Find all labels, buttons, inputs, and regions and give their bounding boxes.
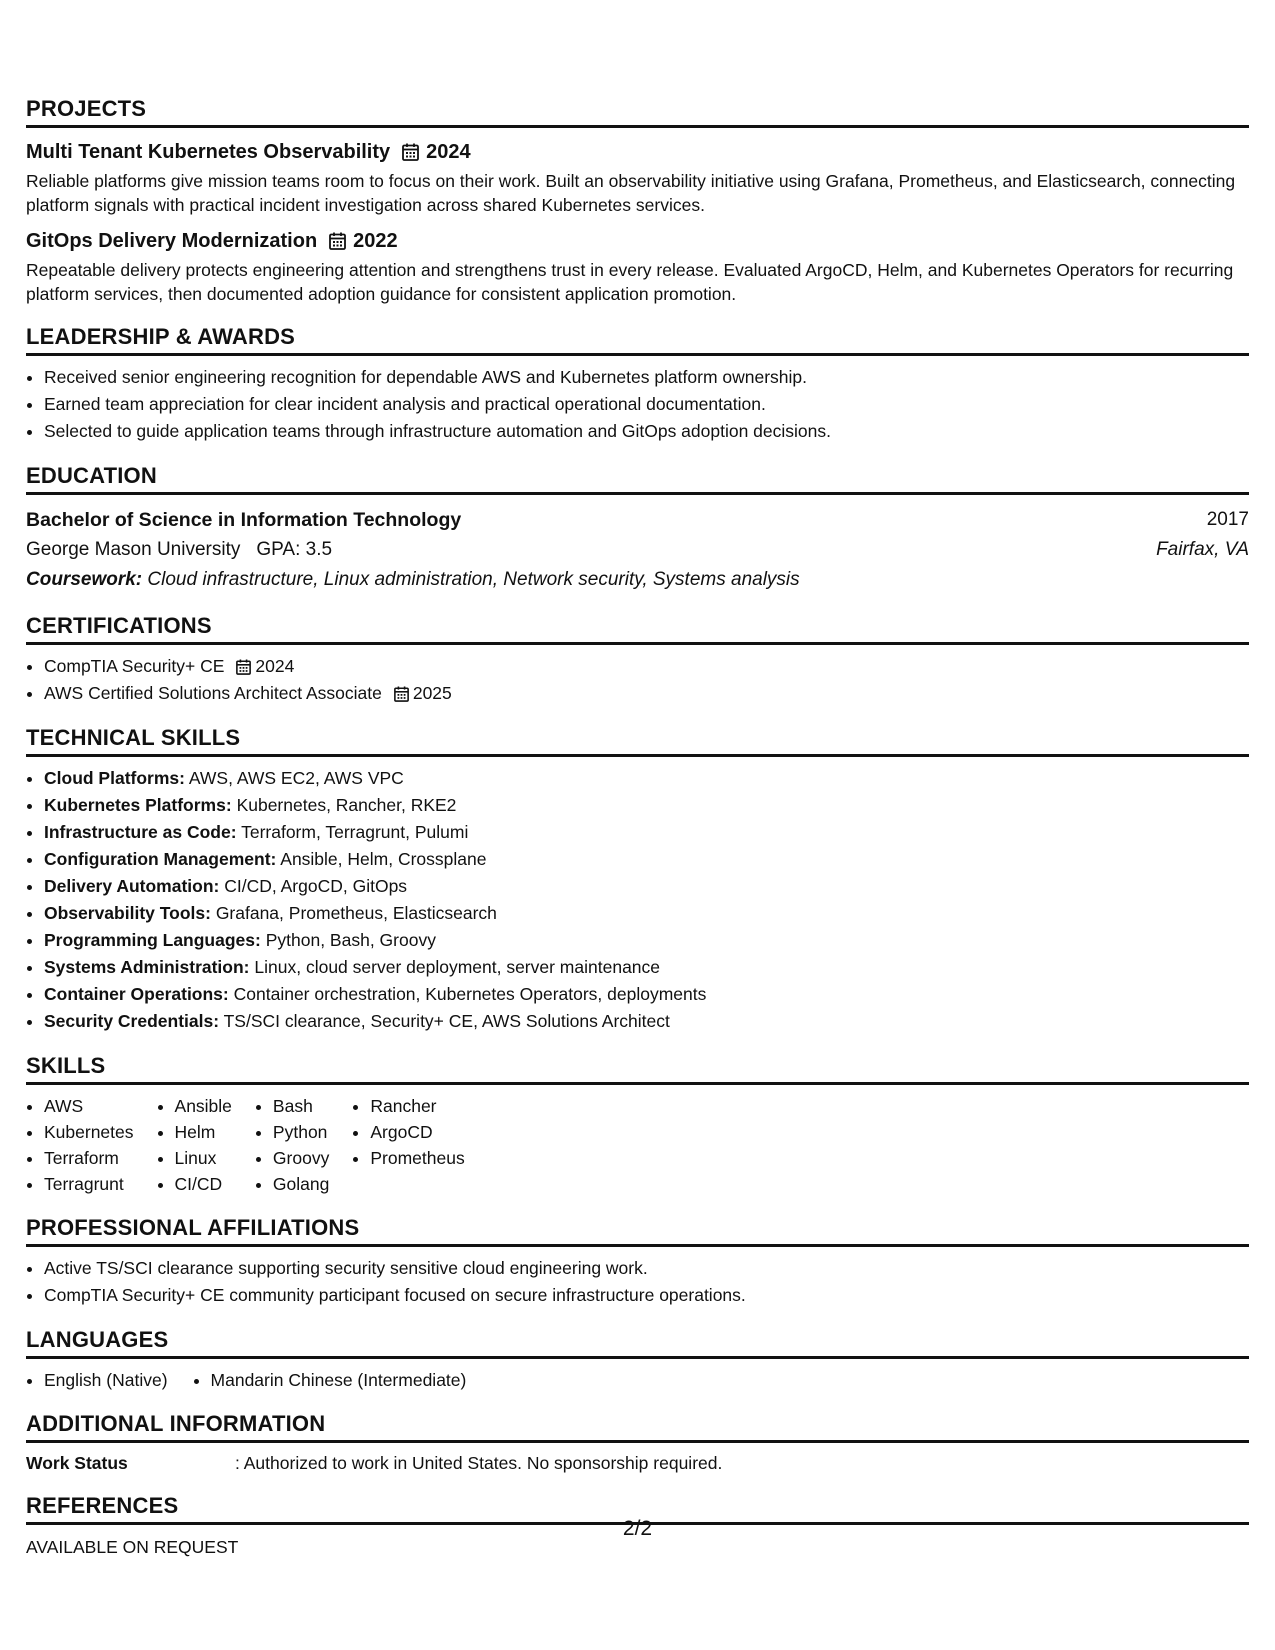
page-number: 2/2 (622, 1517, 653, 1540)
list-item (44, 981, 1249, 1008)
list-item (44, 873, 1249, 900)
skill-values: Grafana, Prometheus, Elasticsearch (215, 903, 497, 923)
work-status-label: Work Status (26, 1453, 128, 1473)
skill-item: • Ansible (175, 1093, 232, 1119)
technical-skills-section (26, 725, 1249, 1035)
graduation-year: 2017 (1206, 509, 1249, 530)
section-title-references: REFERENCES (26, 1493, 1249, 1525)
section-title-certifications: CERTIFICATIONS (26, 613, 1249, 645)
technical-skills-list (26, 765, 1249, 1035)
skills-column (26, 1093, 134, 1197)
section-title-leadership: LEADERSHIP & AWARDS (26, 324, 1249, 356)
skill-values: Linux, cloud server deployment, server maintenance (254, 957, 661, 977)
list-item: • Active TS/SCI clearance supporting security sensitive cloud engineering work. (44, 1255, 1249, 1282)
skill-category: Kubernetes Platforms: (44, 795, 232, 815)
languages-list (26, 1367, 1249, 1393)
project-item (26, 138, 1249, 217)
gpa: GPA: 3.5 (256, 539, 333, 560)
project-item (26, 227, 1249, 306)
skill-item: • Rancher (370, 1093, 464, 1119)
leadership-section (26, 324, 1249, 445)
skill-category: Container Operations: (44, 984, 229, 1004)
education-section (26, 463, 1249, 595)
list-item: • CompTIA Security+ CE community participant focused on secure infrastructure operations. (44, 1282, 1249, 1309)
list-item (44, 653, 1249, 680)
leadership-list (26, 364, 1249, 445)
skill-item: • Prometheus (370, 1145, 464, 1171)
skill-category: Infrastructure as Code: (44, 822, 237, 842)
skill-category: Programming Languages: (44, 930, 261, 950)
skill-item: • Groovy (273, 1145, 329, 1171)
coursework-label: Coursework: (26, 569, 143, 590)
projects-section (26, 96, 1249, 306)
calendar-icon (402, 143, 419, 161)
skills-column (352, 1093, 464, 1197)
section-title-projects: PROJECTS (26, 96, 1249, 128)
list-item: • Received senior engineering recognition for dependable AWS and Kubernetes platform ownership. (44, 364, 1249, 391)
affiliations-list (26, 1255, 1249, 1309)
skill-item: • Kubernetes (44, 1119, 134, 1145)
calendar-icon (329, 232, 346, 250)
list-item (44, 900, 1249, 927)
affiliations-section (26, 1215, 1249, 1309)
list-item (44, 792, 1249, 819)
cert-year: 2024 (255, 656, 295, 676)
skill-category: Security Credentials: (44, 1011, 220, 1031)
list-item: • Selected to guide application teams through infrastructure automation and GitOps adoption decisions. (44, 418, 1249, 445)
skills-section (26, 1053, 1249, 1197)
section-title-technical-skills: TECHNICAL SKILLS (26, 725, 1249, 757)
project-year: 2024 (426, 141, 471, 163)
section-title-skills: SKILLS (26, 1053, 1249, 1085)
cert-year: 2025 (412, 683, 452, 703)
language-item: • English (Native) (44, 1367, 168, 1393)
calendar-icon (236, 659, 251, 675)
skill-item: • Bash (273, 1093, 329, 1119)
skill-category: Observability Tools: (44, 903, 211, 923)
skill-values: Kubernetes, Rancher, RKE2 (236, 795, 457, 815)
cert-name: • AWS Certified Solutions Architect Associate (44, 683, 382, 703)
cert-name: • CompTIA Security+ CE (44, 656, 225, 676)
list-item (44, 927, 1249, 954)
project-description: Repeatable delivery protects engineering attention and strengthens trust in every release. Evaluated ArgoCD, Helm, and Kubernetes Operators for recurring platform services, then documented adoption guidance for consistent application promotion. (26, 260, 1234, 304)
language-item: • Mandarin Chinese (Intermediate) (211, 1367, 467, 1393)
list-item (44, 680, 1249, 707)
list-item (44, 1008, 1249, 1035)
project-name: Multi Tenant Kubernetes Observability (26, 141, 391, 163)
skill-item: • Golang (273, 1171, 329, 1197)
skill-values: TS/SCI clearance, Security+ CE, AWS Solutions Architect (223, 1011, 670, 1031)
skill-values: Container orchestration, Kubernetes Operators, deployments (233, 984, 707, 1004)
work-status-row (26, 1451, 1249, 1475)
list-item (44, 846, 1249, 873)
calendar-icon (394, 686, 409, 702)
skill-values: AWS, AWS EC2, AWS VPC (188, 768, 404, 788)
skill-category: Systems Administration: (44, 957, 250, 977)
skill-item: • Terragrunt (44, 1171, 134, 1197)
additional-info-section (26, 1411, 1249, 1475)
skill-category: Configuration Management: (44, 849, 277, 869)
work-status-value: : Authorized to work in United States. No sponsorship required. (235, 1453, 723, 1473)
section-title-languages: LANGUAGES (26, 1327, 1249, 1359)
section-title-education: EDUCATION (26, 463, 1249, 495)
school-location: Fairfax, VA (1156, 539, 1249, 560)
school-name: George Mason University (26, 539, 241, 560)
list-item (44, 819, 1249, 846)
resume-content (26, 96, 1249, 1577)
skill-item: • Terraform (44, 1145, 134, 1171)
skills-column (157, 1093, 232, 1197)
coursework-list: Cloud infrastructure, Linux administration, Network security, Systems analysis (147, 569, 800, 590)
references-text: AVAILABLE ON REQUEST (26, 1537, 239, 1557)
skill-item: • AWS (44, 1093, 134, 1119)
skill-item: • Python (273, 1119, 329, 1145)
skill-values: CI/CD, ArgoCD, GitOps (224, 876, 408, 896)
list-item (44, 954, 1249, 981)
list-item: • Earned team appreciation for clear incident analysis and practical operational documentation. (44, 391, 1249, 418)
certifications-list (26, 653, 1249, 707)
degree: Bachelor of Science in Information Technology (26, 509, 462, 531)
section-title-affiliations: PROFESSIONAL AFFILIATIONS (26, 1215, 1249, 1247)
skill-category: Delivery Automation: (44, 876, 220, 896)
list-item (44, 765, 1249, 792)
languages-section (26, 1327, 1249, 1393)
section-title-additional-info: ADDITIONAL INFORMATION (26, 1411, 1249, 1443)
skill-item: • CI/CD (175, 1171, 232, 1197)
skill-item: • ArgoCD (370, 1119, 464, 1145)
skill-item: • Linux (175, 1145, 232, 1171)
skill-values: Ansible, Helm, Crossplane (280, 849, 487, 869)
skill-item: • Helm (175, 1119, 232, 1145)
certifications-section (26, 613, 1249, 707)
project-name: GitOps Delivery Modernization (26, 230, 318, 252)
skill-values: Python, Bash, Groovy (265, 930, 436, 950)
skill-values: Terraform, Terragrunt, Pulumi (241, 822, 469, 842)
skill-category: Cloud Platforms: (44, 768, 185, 788)
skills-grid (26, 1093, 1249, 1197)
skills-column (255, 1093, 329, 1197)
project-description: Reliable platforms give mission teams room to focus on their work. Built an observability initiative using Grafana, Prometheus, and Elasticsearch, connecting platform signals with practical incident investigation across shared Kubernetes services. (26, 171, 1236, 215)
project-year: 2022 (353, 230, 398, 252)
coursework (26, 565, 1249, 595)
